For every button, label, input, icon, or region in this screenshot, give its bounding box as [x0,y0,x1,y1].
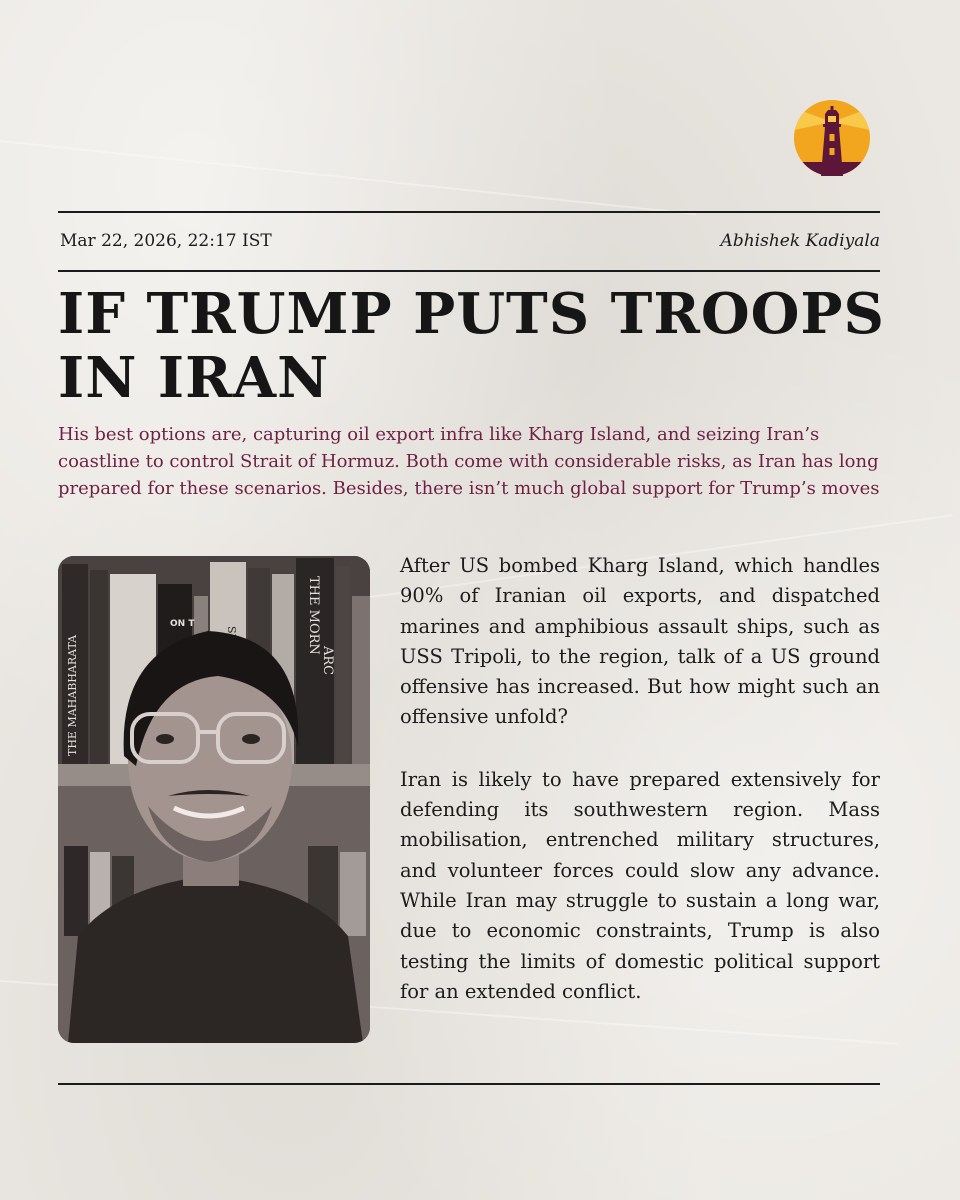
article-subheadline: His best options are, capturing oil export infra like Kharg Island, and seizing Iran’s coastline to control Strait of Hormuz. Both come with considerable risks, as Iran has long prepared for these scenarios. Besides, there isn’t much global support for Trump’s moves [58,424,880,499]
article-paragraph: After US bombed Kharg Island, which handles 90% of Iranian oil exports, and dispatched marines and amphibious assault ships, such as USS Tripoli, to the region, talk of a US ground offensive has increased. But how might such an offensive unfold? [400,554,880,729]
article-headline: IF TRUMP PUTS TROOPS IN IRAN [58,281,885,411]
author-name: Abhishek Kadiyala [720,231,880,251]
book-spine-text: ON T [170,619,195,629]
book-spine-text: THE MORN [306,576,321,655]
article-paragraph: Iran is likely to have prepared extensively for defending its southwestern region. Mass mobilisation, entrenched military structures, and volunteer forces could slow any advance. While Iran may struggle to sustain a long war, due to economic constraints, Trump is also testing the limits of domestic political support for an extended conflict. [400,767,880,1003]
article-body [400,551,880,1039]
top-rule [58,211,880,213]
author-photo [58,556,370,1043]
book-spine-text: THE MAHABHARATA [66,634,79,756]
lighthouse-icon [794,100,870,176]
book-spine-text: ARC [320,646,335,676]
paper-crease [0,140,696,215]
header-rule [58,270,880,272]
author-portrait-illustration [58,556,370,1043]
bottom-rule [58,1083,880,1085]
publish-date: Mar 22, 2026, 22:17 IST [60,231,272,251]
